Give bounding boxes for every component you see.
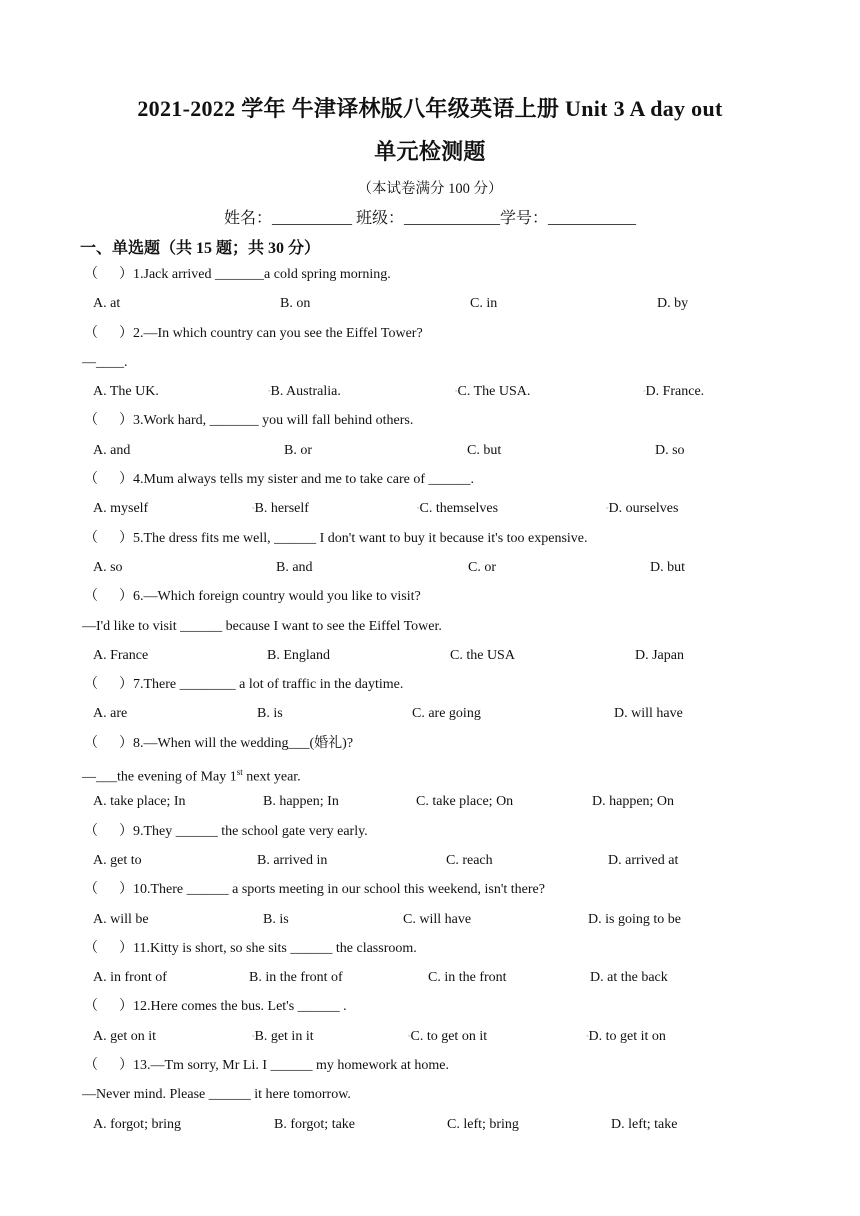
question-reply: —____. [82,354,128,370]
option-b: B. in the front of [249,970,343,986]
option-d: D. so [655,442,685,458]
answer-paren: （ ） [84,823,133,839]
ordinal-suffix: st [236,767,243,778]
option-a: A. France [93,647,149,663]
question-stem: 13.—Tm sorry, Mr Li. I ______ my homework at home. [133,1058,449,1074]
question-8 [0,729,860,758]
option-b: B. and [276,559,313,575]
question-10 [0,875,860,904]
question-stem: 3.Work hard, _______ you will fall behind others. [133,413,414,429]
option-b: B. Australia. [270,384,341,400]
document-title: 2021-2022 学年 牛津译林版八年级英语上册 Unit 3 A day out [137,96,723,121]
question-13-reply [0,1080,860,1109]
option-d: D. happen; On [592,794,675,810]
option-a: A. in front of [93,970,167,986]
option-d: D. France. [645,384,705,400]
option-d: D. to get it on [588,1028,666,1044]
number-label: 学号： [500,210,549,227]
option-b: B. happen; In [263,794,339,810]
option-b: B. on [280,296,311,312]
question-3-options [0,436,860,465]
option-c: C. are going [412,706,481,722]
question-8-reply [0,758,860,787]
option-a: A. take place; In [93,794,186,810]
answer-paren: （ ） [84,1058,133,1074]
answer-paren: （ ） [84,325,133,341]
question-stem: 10.There ______ a sports meeting in our school this weekend, isn't there? [133,882,545,898]
question-10-options [0,905,860,934]
question-stem: 11.Kitty is short, so she sits ______ the classroom. [133,940,417,956]
option-c: C. but [467,442,502,458]
option-b: B. or [284,442,312,458]
option-a: A. The UK. [93,384,159,400]
option-b: B. is [263,911,289,927]
option-c: C. left; bring [447,1116,519,1132]
question-9-options [0,846,860,875]
option-c: C. in [470,296,498,312]
option-c: C. to get on it [410,1028,488,1044]
question-reply: —Never mind. Please ______ it here tomorrow. [82,1087,351,1103]
number-blank: ___________ [548,210,637,227]
option-c: C. will have [403,911,472,927]
question-11-options [0,963,860,992]
option-a: A. at [93,296,121,312]
question-12-options: A. get on it ◦B. get in it ◦C. to get on it ◦D. to get it on [0,1022,860,1051]
name-label: 姓名： [223,210,272,227]
question-5-options [0,553,860,582]
option-d: D. at the back [590,970,668,986]
option-a: A. myself [93,501,149,517]
option-a: A. get on it [93,1028,156,1044]
option-a: A. will be [93,911,149,927]
question-1-options [0,289,860,318]
option-a: A. so [93,559,123,575]
answer-paren: （ ） [84,677,133,693]
option-c: C. in the front [428,970,507,986]
question-9 [0,817,860,846]
question-6 [0,582,860,611]
question-7 [0,670,860,699]
question-4 [0,465,860,494]
option-d: D. Japan [635,647,684,663]
class-blank: ____________ [404,210,500,227]
option-d: D. ourselves [608,501,679,517]
question-3 [0,406,860,435]
option-b: B. is [257,706,283,722]
document-subtitle-title: 单元检测题 [374,139,486,164]
question-5 [0,524,860,553]
option-c: C. take place; On [416,794,514,810]
option-c: C. themselves [419,501,499,517]
option-d: D. arrived at [608,852,679,868]
question-2-reply [0,348,860,377]
score-note: （本试卷满分 100 分） [357,181,503,197]
answer-paren: （ ） [84,735,133,751]
name-blank: __________ [271,210,352,227]
question-stem: 6.—Which foreign country would you like to visit? [133,589,421,605]
question-2-options: A. The UK. ◦B. Australia. ◦C. The USA. ◦D. France. [0,377,860,406]
question-stem: 12.Here comes the bus. Let's ______ . [133,999,347,1015]
option-a: A. get to [93,852,142,868]
section-heading: 一、单选题（共 15 题；共 30 分） [80,240,321,257]
reply-text: —___the evening of May 1 [82,769,237,785]
answer-paren: （ ） [84,940,133,956]
option-c: C. the USA [450,647,515,663]
option-d: D. left; take [611,1116,678,1132]
answer-paren: （ ） [84,589,133,605]
question-8-options [0,787,860,816]
class-label: 班级： [355,210,404,227]
question-13 [0,1051,860,1080]
option-a: A. and [93,442,131,458]
option-b: B. get in it [254,1028,314,1044]
option-c: C. or [468,559,496,575]
option-a: A. are [93,706,128,722]
question-13-options [0,1110,860,1139]
question-stem: 8.—When will the wedding___(婚礼)? [133,735,354,751]
question-12 [0,992,860,1021]
option-d: D. will have [614,706,683,722]
option-d: D. is going to be [588,911,681,927]
question-1 [0,260,860,289]
option-b: B. England [267,647,330,663]
question-11 [0,934,860,963]
question-7-options [0,699,860,728]
option-a: A. forgot; bring [93,1116,182,1132]
option-c: C. reach [446,852,493,868]
question-stem: 2.—In which country can you see the Eiffel Tower? [133,325,423,341]
option-b: B. herself [254,501,309,517]
option-b: B. forgot; take [274,1116,356,1132]
option-d: D. by [657,296,689,312]
question-stem: 7.There ________ a lot of traffic in the daytime. [133,677,404,693]
answer-paren: （ ） [84,267,133,282]
answer-paren: （ ） [84,530,133,546]
option-c: C. The USA. [457,384,531,400]
reply-text-end: next year. [242,769,301,785]
question-2 [0,319,860,348]
question-stem: 1.Jack arrived _______a cold spring morning. [133,267,391,282]
option-d: D. but [650,559,685,575]
question-6-reply [0,612,860,641]
question-4-options: A. myself ◦B. herself ◦C. themselves ◦D. ourselves [0,494,860,523]
option-b: B. arrived in [257,852,328,868]
question-stem: 9.They ______ the school gate very early. [133,823,368,839]
question-stem: 4.Mum always tells my sister and me to take care of ______. [133,472,474,488]
question-reply: —I'd like to visit ______ because I want to see the Eiffel Tower. [82,618,442,634]
answer-paren: （ ） [84,882,133,898]
student-info-line [0,205,860,228]
question-6-options [0,641,860,670]
answer-paren: （ ） [84,472,133,488]
question-stem: 5.The dress fits me well, ______ I don't want to buy it because it's too expensive. [133,530,588,546]
answer-paren: （ ） [84,999,133,1015]
answer-paren: （ ） [84,413,133,429]
question-list [0,260,860,1139]
